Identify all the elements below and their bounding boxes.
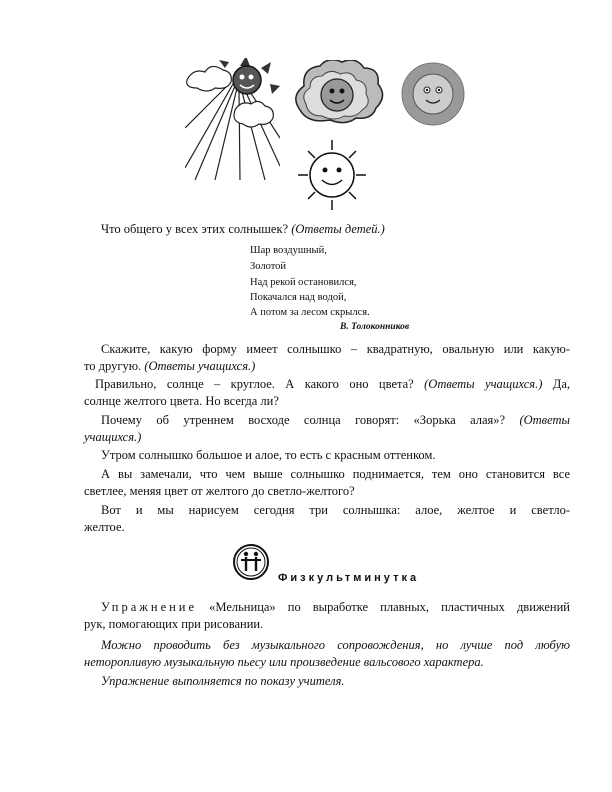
paragraph-line: светлее, меняя цвет от желтого до светло-желтого? xyxy=(84,484,355,498)
question-answer: (Ответы детей.) xyxy=(291,222,385,236)
poem-line: Над рекой остановился, xyxy=(250,277,357,288)
poem-line: Золотой xyxy=(250,261,287,272)
exercise-line: рук, помогающих при рисовании. xyxy=(84,617,264,631)
paragraph-line: желтое. xyxy=(84,520,125,534)
exercise-note-line: неторопливую музыкальную пьесу или произведение вальсового характера. xyxy=(84,655,484,669)
paragraph-line: Вот и мы нарисуем сегодня три солнышка: алое, желтое и светло- xyxy=(101,503,570,517)
paragraph-line: то другую. (Ответы учащихся.) xyxy=(84,359,256,373)
paragraph-line: А вы замечали, что чем выше солнышко поднимается, тем оно становится все xyxy=(101,467,570,481)
sun-in-cloud-illustration xyxy=(292,60,384,130)
exercise-line: Упражнение «Мельница» по выработке плавных, пластичных движений xyxy=(101,600,570,614)
poem-line: Шар воздушный, xyxy=(250,245,327,256)
exercise-note-line: Можно проводить без музыкального сопровождения, но лучше под любую xyxy=(101,638,570,652)
question-line xyxy=(101,222,570,237)
sun-line-drawing-illustration xyxy=(296,140,368,210)
paragraph-line: Утром солнышко большое и алое, то есть с красным оттенком. xyxy=(101,448,436,462)
poem-line: Покачался над водой, xyxy=(250,292,347,303)
paragraph-line: Скажите, какую форму имеет солнышко – квадратную, овальную или какую- xyxy=(101,342,570,356)
sun-face-gray-illustration xyxy=(399,62,467,126)
paragraph-line: солнце желтого цвета. Но всегда ли? xyxy=(84,394,279,408)
question-text: Что общего у всех этих солнышек? xyxy=(101,222,292,236)
exercise-icon xyxy=(232,543,270,581)
paragraph-line: Правильно, солнце – круглое. А какого оно цвета? (Ответы учащихся.) Да, xyxy=(95,377,570,391)
poem-author: В. Толоконников xyxy=(340,322,410,332)
poem-line: А потом за лесом скрылся. xyxy=(250,307,370,318)
exercise-note-line: Упражнение выполняется по показу учителя. xyxy=(101,674,345,688)
sun-with-clouds-illustration xyxy=(185,58,280,180)
paragraph-line: Почему об утреннем восходе солнца говорят: «Зорька алая»? (Ответы xyxy=(101,413,570,427)
paragraph-line: учащихся.) xyxy=(84,430,142,444)
section-title: Физкультминутка xyxy=(278,572,420,584)
